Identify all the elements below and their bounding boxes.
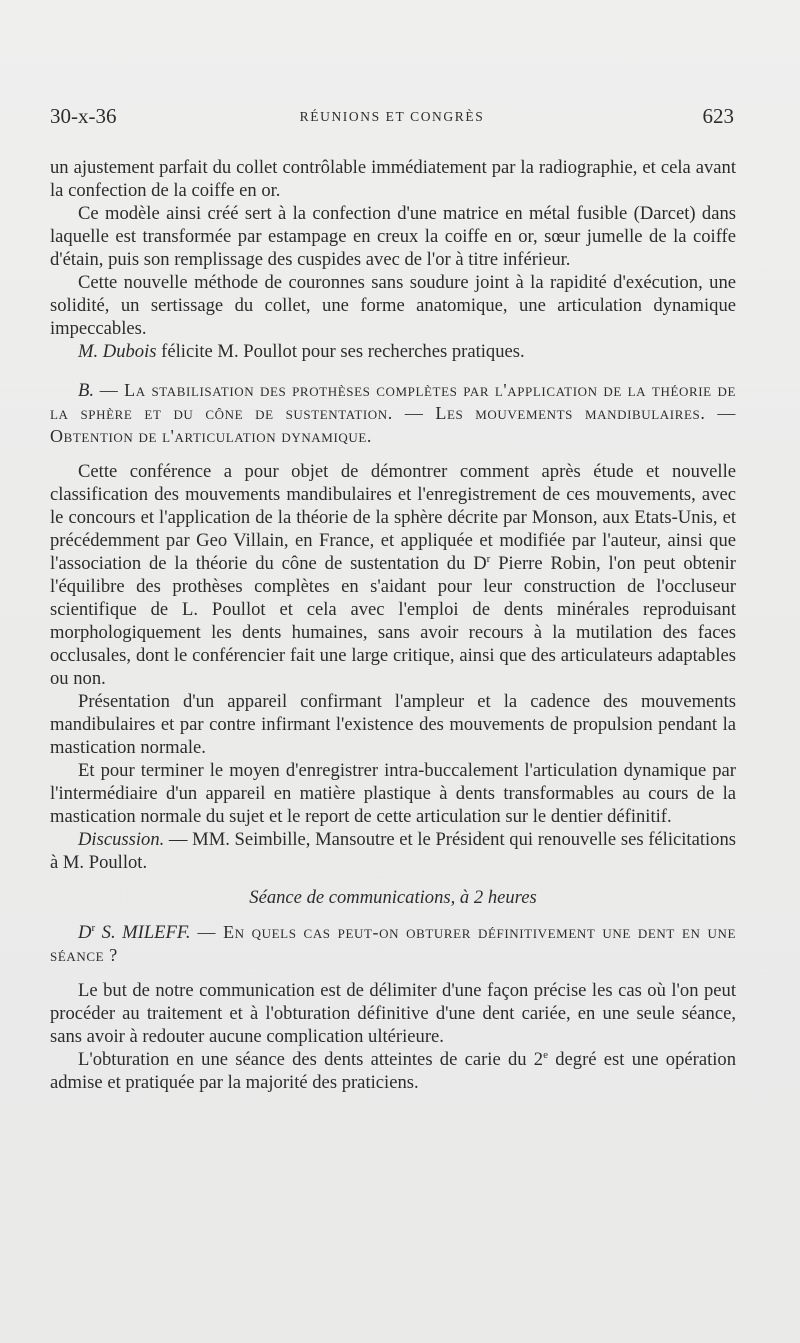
page-number: 623	[702, 104, 734, 128]
section-label: B.	[78, 380, 95, 401]
paragraph: Et pour terminer le moyen d'enregistrer intra-buccalement l'articulation dynamique par l'intermédiaire d'un appareil en matière plastique à dents transformables au cours de la mastication normale du sujet et le report de cette articulation sur le dentier définitif.	[50, 760, 736, 827]
discussion-label: Discussion.	[78, 829, 165, 850]
section-title: — En quels cas peut-on obturer définitivement une dent en une séance ?	[50, 922, 736, 965]
superscript: e	[543, 1048, 548, 1061]
superscript: r	[486, 552, 491, 565]
author-prefix: D	[78, 922, 92, 943]
paragraph: Présentation d'un appareil confirmant l'ampleur et la cadence des mouvements mandibulaires et par contre infirmant l'existence des mouvements de propulsion pendant la mastication normale.	[50, 691, 736, 758]
paragraph	[50, 460, 736, 690]
session-title	[50, 886, 736, 909]
paragraph	[50, 340, 736, 363]
header-date: 30-x-36	[50, 104, 117, 128]
section-heading	[50, 921, 736, 967]
paragraph	[50, 1048, 736, 1094]
author-name: S. MILEFF.	[95, 922, 191, 943]
running-header	[50, 104, 734, 134]
paragraph: Ce modèle ainsi créé sert à la confection d'une matrice en métal fusible (Darcet) dans laquelle est transformée par estampage en creux la coiffe en or, sœur jumelle de la coiffe d'étain, puis son remplissage des cuspides avec de l'or à titre inférieur.	[50, 203, 736, 270]
paragraph-text: Pierre Robin, l'on peut obtenir l'équilibre des prothèses complètes en s'aidant pour leur construction de l'occluseur scientifique de L. Poullot et cela avec l'emploi de dents minérales reproduisant morphologiquement les dents humaines, sans avoir recours à la mutilation des faces occlusales, dont le conférencier fait une large critique, ainsi que des articulateurs adaptables ou non.	[50, 553, 736, 689]
paragraph: Cette nouvelle méthode de couronnes sans soudure joint à la rapidité d'exécution, une solidité, un sertissage du collet, une forme anatomique, une articulation dynamique impeccables.	[50, 272, 736, 339]
section-title: — La stabilisation des prothèses complètes par l'application de la théorie de la sphère et du cône de sustentation. — Les mouvements mandibulaires. — Obtention de l'articulation dynamique.	[50, 380, 736, 446]
paragraph: un ajustement parfait du collet contrôlable immédiatement par la radiographie, et cela avant la confection de la coiffe en or.	[50, 157, 736, 201]
body-text	[50, 156, 736, 1094]
paragraph-text: — MM. Seimbille, Mansoutre et le Président qui renouvelle ses félicitations à M. Poullot.	[50, 829, 736, 873]
speaker-name: M. Dubois	[78, 341, 157, 362]
section-heading	[50, 379, 736, 448]
paragraph-text: félicite M. Poullot pour ses recherches pratiques.	[156, 341, 525, 362]
paragraph-text: L'obturation en une séance des dents atteintes de carie du 2	[78, 1049, 544, 1070]
paragraph-text: degré est une opération admise et pratiquée par la majorité des praticiens.	[50, 1049, 737, 1093]
discussion-paragraph	[50, 828, 736, 874]
superscript: r	[91, 921, 96, 934]
paragraph-text: Cette conférence a pour objet de démontrer comment après étude et nouvelle classification des mouvements mandibulaires et l'enregistrement de ces mouvements, avec le concours et l'application de la théorie de la sphère décrite par Monson, aux Etats-Unis, et précédemment par Geo Villain, en France, et appliquée et modifiée par l'auteur, ainsi que l'association de la théorie du cône de sustentation du D	[50, 461, 736, 574]
header-title: RÉUNIONS ET CONGRÈS	[299, 109, 485, 124]
paragraph: Le but de notre communication est de délimiter d'une façon précise les cas où l'on peut procéder au traitement et à l'obturation définitive d'une dent cariée, en une seule séance, sans avoir à redouter aucune complication ultérieure.	[50, 980, 736, 1047]
session-title-text: Séance de communications, à 2 heures	[249, 887, 537, 908]
